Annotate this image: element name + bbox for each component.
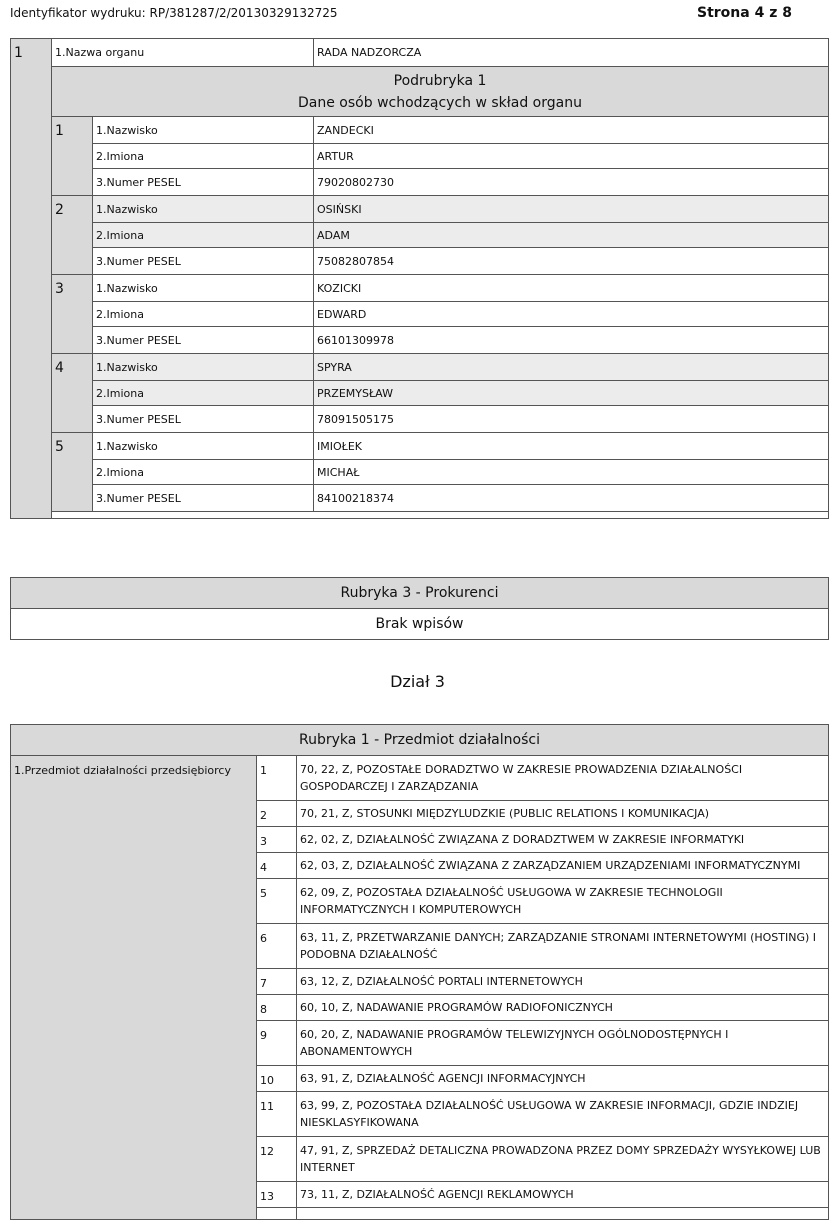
activities-end-cell bbox=[297, 1208, 829, 1220]
person-names-value: PRZEMYSŁAW bbox=[314, 381, 829, 406]
person-row bbox=[11, 406, 829, 433]
person-names-label: 2.Imiona bbox=[93, 223, 314, 248]
activities-end-cell bbox=[257, 1208, 297, 1220]
activity-row bbox=[11, 756, 829, 801]
activity-text: 62, 03, Z, DZIAŁALNOŚĆ ZWIĄZANA Z ZARZĄDZANIEM URZĄDZENIAMI INFORMATYCZNYMI bbox=[297, 853, 829, 879]
board-table-end-row bbox=[11, 512, 829, 519]
person-row bbox=[11, 248, 829, 275]
person-pesel-label: 3.Numer PESEL bbox=[93, 406, 314, 433]
activity-text: 63, 91, Z, DZIAŁALNOŚĆ AGENCJI INFORMACYJNYCH bbox=[297, 1066, 829, 1092]
person-row bbox=[11, 433, 829, 460]
person-surname-value: ZANDECKI bbox=[314, 117, 829, 144]
person-row bbox=[11, 196, 829, 223]
person-surname-value: IMIOŁEK bbox=[314, 433, 829, 460]
person-row bbox=[11, 460, 829, 485]
activity-text: 62, 09, Z, POZOSTAŁA DZIAŁALNOŚĆ USŁUGOWA W ZAKRESIE TECHNOLOGII INFORMATYCZNYCH I KOMPUTEROWYCH bbox=[297, 879, 829, 924]
rubryka3-table bbox=[10, 577, 829, 640]
activity-text: 63, 99, Z, POZOSTAŁA DZIAŁALNOŚĆ USŁUGOWA W ZAKRESIE INFORMACJI, GDZIE INDZIEJ NIESKLASYFIKOWANA bbox=[297, 1092, 829, 1137]
page-indicator: Strona 4 z 8 bbox=[697, 5, 792, 21]
board-number: 1 bbox=[11, 39, 52, 519]
activities-table bbox=[10, 724, 829, 1220]
person-surname-label: 1.Nazwisko bbox=[93, 354, 314, 381]
person-row bbox=[11, 354, 829, 381]
person-row bbox=[11, 485, 829, 512]
activity-text: 70, 22, Z, POZOSTAŁE DORADZTWO W ZAKRESIE PROWADZENIA DZIAŁALNOŚCI GOSPODARCZEJ I ZARZĄDZANIA bbox=[297, 756, 829, 801]
person-row bbox=[11, 327, 829, 354]
activity-text: 60, 10, Z, NADAWANIE PROGRAMÓW RADIOFONICZNYCH bbox=[297, 995, 829, 1021]
activity-number: 6 bbox=[257, 924, 297, 969]
person-names-value: ARTUR bbox=[314, 144, 829, 169]
person-number: 2 bbox=[52, 196, 93, 275]
person-row bbox=[11, 169, 829, 196]
activity-number: 11 bbox=[257, 1092, 297, 1137]
subsection-subtitle: Dane osób wchodzących w skład organu bbox=[298, 94, 582, 111]
person-pesel-value: 75082807854 bbox=[314, 248, 829, 275]
activity-number: 10 bbox=[257, 1066, 297, 1092]
rubryka3-title: Rubryka 3 - Prokurenci bbox=[11, 578, 829, 609]
person-number: 4 bbox=[52, 354, 93, 433]
board-table-end-cell bbox=[52, 512, 829, 519]
person-pesel-value: 84100218374 bbox=[314, 485, 829, 512]
person-names-value: EDWARD bbox=[314, 302, 829, 327]
activity-number: 8 bbox=[257, 995, 297, 1021]
activity-text: 60, 20, Z, NADAWANIE PROGRAMÓW TELEWIZYJNYCH OGÓLNODOSTĘPNYCH I ABONAMENTOWYCH bbox=[297, 1021, 829, 1066]
activity-field-label: 1.Przedmiot działalności przedsiębiorcy bbox=[11, 756, 257, 1220]
person-names-value: MICHAŁ bbox=[314, 460, 829, 485]
activity-text: 47, 91, Z, SPRZEDAŻ DETALICZNA PROWADZONA PRZEZ DOMY SPRZEDAŻY WYSYŁKOWEJ LUB INTERNET bbox=[297, 1137, 829, 1182]
activity-text: 70, 21, Z, STOSUNKI MIĘDZYLUDZKIE (PUBLIC RELATIONS I KOMUNIKACJA) bbox=[297, 801, 829, 827]
person-row bbox=[11, 117, 829, 144]
dzial3-title: Dział 3 bbox=[390, 672, 445, 691]
activity-number: 3 bbox=[257, 827, 297, 853]
person-names-label: 2.Imiona bbox=[93, 460, 314, 485]
person-pesel-label: 3.Numer PESEL bbox=[93, 485, 314, 512]
activity-number: 7 bbox=[257, 969, 297, 995]
person-pesel-label: 3.Numer PESEL bbox=[93, 248, 314, 275]
person-pesel-label: 3.Numer PESEL bbox=[93, 169, 314, 196]
person-surname-label: 1.Nazwisko bbox=[93, 117, 314, 144]
person-surname-value: SPYRA bbox=[314, 354, 829, 381]
activity-number: 5 bbox=[257, 879, 297, 924]
activity-number: 1 bbox=[257, 756, 297, 801]
person-pesel-value: 66101309978 bbox=[314, 327, 829, 354]
activity-text: 63, 12, Z, DZIAŁALNOŚĆ PORTALI INTERNETOWYCH bbox=[297, 969, 829, 995]
activity-text: 63, 11, Z, PRZETWARZANIE DANYCH; ZARZĄDZANIE STRONAMI INTERNETOWYMI (HOSTING) I PODOBNA DZIAŁALNOŚĆ bbox=[297, 924, 829, 969]
person-pesel-value: 78091505175 bbox=[314, 406, 829, 433]
board-field-label: 1.Nazwa organu bbox=[52, 39, 314, 67]
activity-number: 9 bbox=[257, 1021, 297, 1066]
activity-number: 13 bbox=[257, 1182, 297, 1208]
person-pesel-value: 79020802730 bbox=[314, 169, 829, 196]
rubryka1-title: Rubryka 1 - Przedmiot działalności bbox=[11, 725, 829, 756]
subsection-title: Podrubryka 1 bbox=[393, 72, 487, 89]
person-row bbox=[11, 144, 829, 169]
person-row bbox=[11, 302, 829, 327]
person-names-label: 2.Imiona bbox=[93, 144, 314, 169]
activity-number: 4 bbox=[257, 853, 297, 879]
person-surname-label: 1.Nazwisko bbox=[93, 433, 314, 460]
board-field-value: RADA NADZORCZA bbox=[314, 39, 829, 67]
person-surname-value: OSIŃSKI bbox=[314, 196, 829, 223]
person-names-value: ADAM bbox=[314, 223, 829, 248]
person-surname-label: 1.Nazwisko bbox=[93, 196, 314, 223]
activity-text: 73, 11, Z, DZIAŁALNOŚĆ AGENCJI REKLAMOWYCH bbox=[297, 1182, 829, 1208]
person-number: 1 bbox=[52, 117, 93, 196]
activity-number: 12 bbox=[257, 1137, 297, 1182]
person-names-label: 2.Imiona bbox=[93, 381, 314, 406]
rubryka3-body: Brak wpisów bbox=[11, 609, 829, 640]
board-table bbox=[10, 38, 829, 519]
person-names-label: 2.Imiona bbox=[93, 302, 314, 327]
activity-text: 62, 02, Z, DZIAŁALNOŚĆ ZWIĄZANA Z DORADZTWEM W ZAKRESIE INFORMATYKI bbox=[297, 827, 829, 853]
print-identifier: Identyfikator wydruku: RP/381287/2/20130329132725 bbox=[10, 6, 338, 20]
activity-number: 2 bbox=[257, 801, 297, 827]
person-row bbox=[11, 223, 829, 248]
person-number: 5 bbox=[52, 433, 93, 512]
person-pesel-label: 3.Numer PESEL bbox=[93, 327, 314, 354]
person-row bbox=[11, 275, 829, 302]
subsection-header bbox=[52, 67, 829, 117]
person-surname-label: 1.Nazwisko bbox=[93, 275, 314, 302]
person-row bbox=[11, 381, 829, 406]
person-surname-value: KOZICKI bbox=[314, 275, 829, 302]
person-number: 3 bbox=[52, 275, 93, 354]
